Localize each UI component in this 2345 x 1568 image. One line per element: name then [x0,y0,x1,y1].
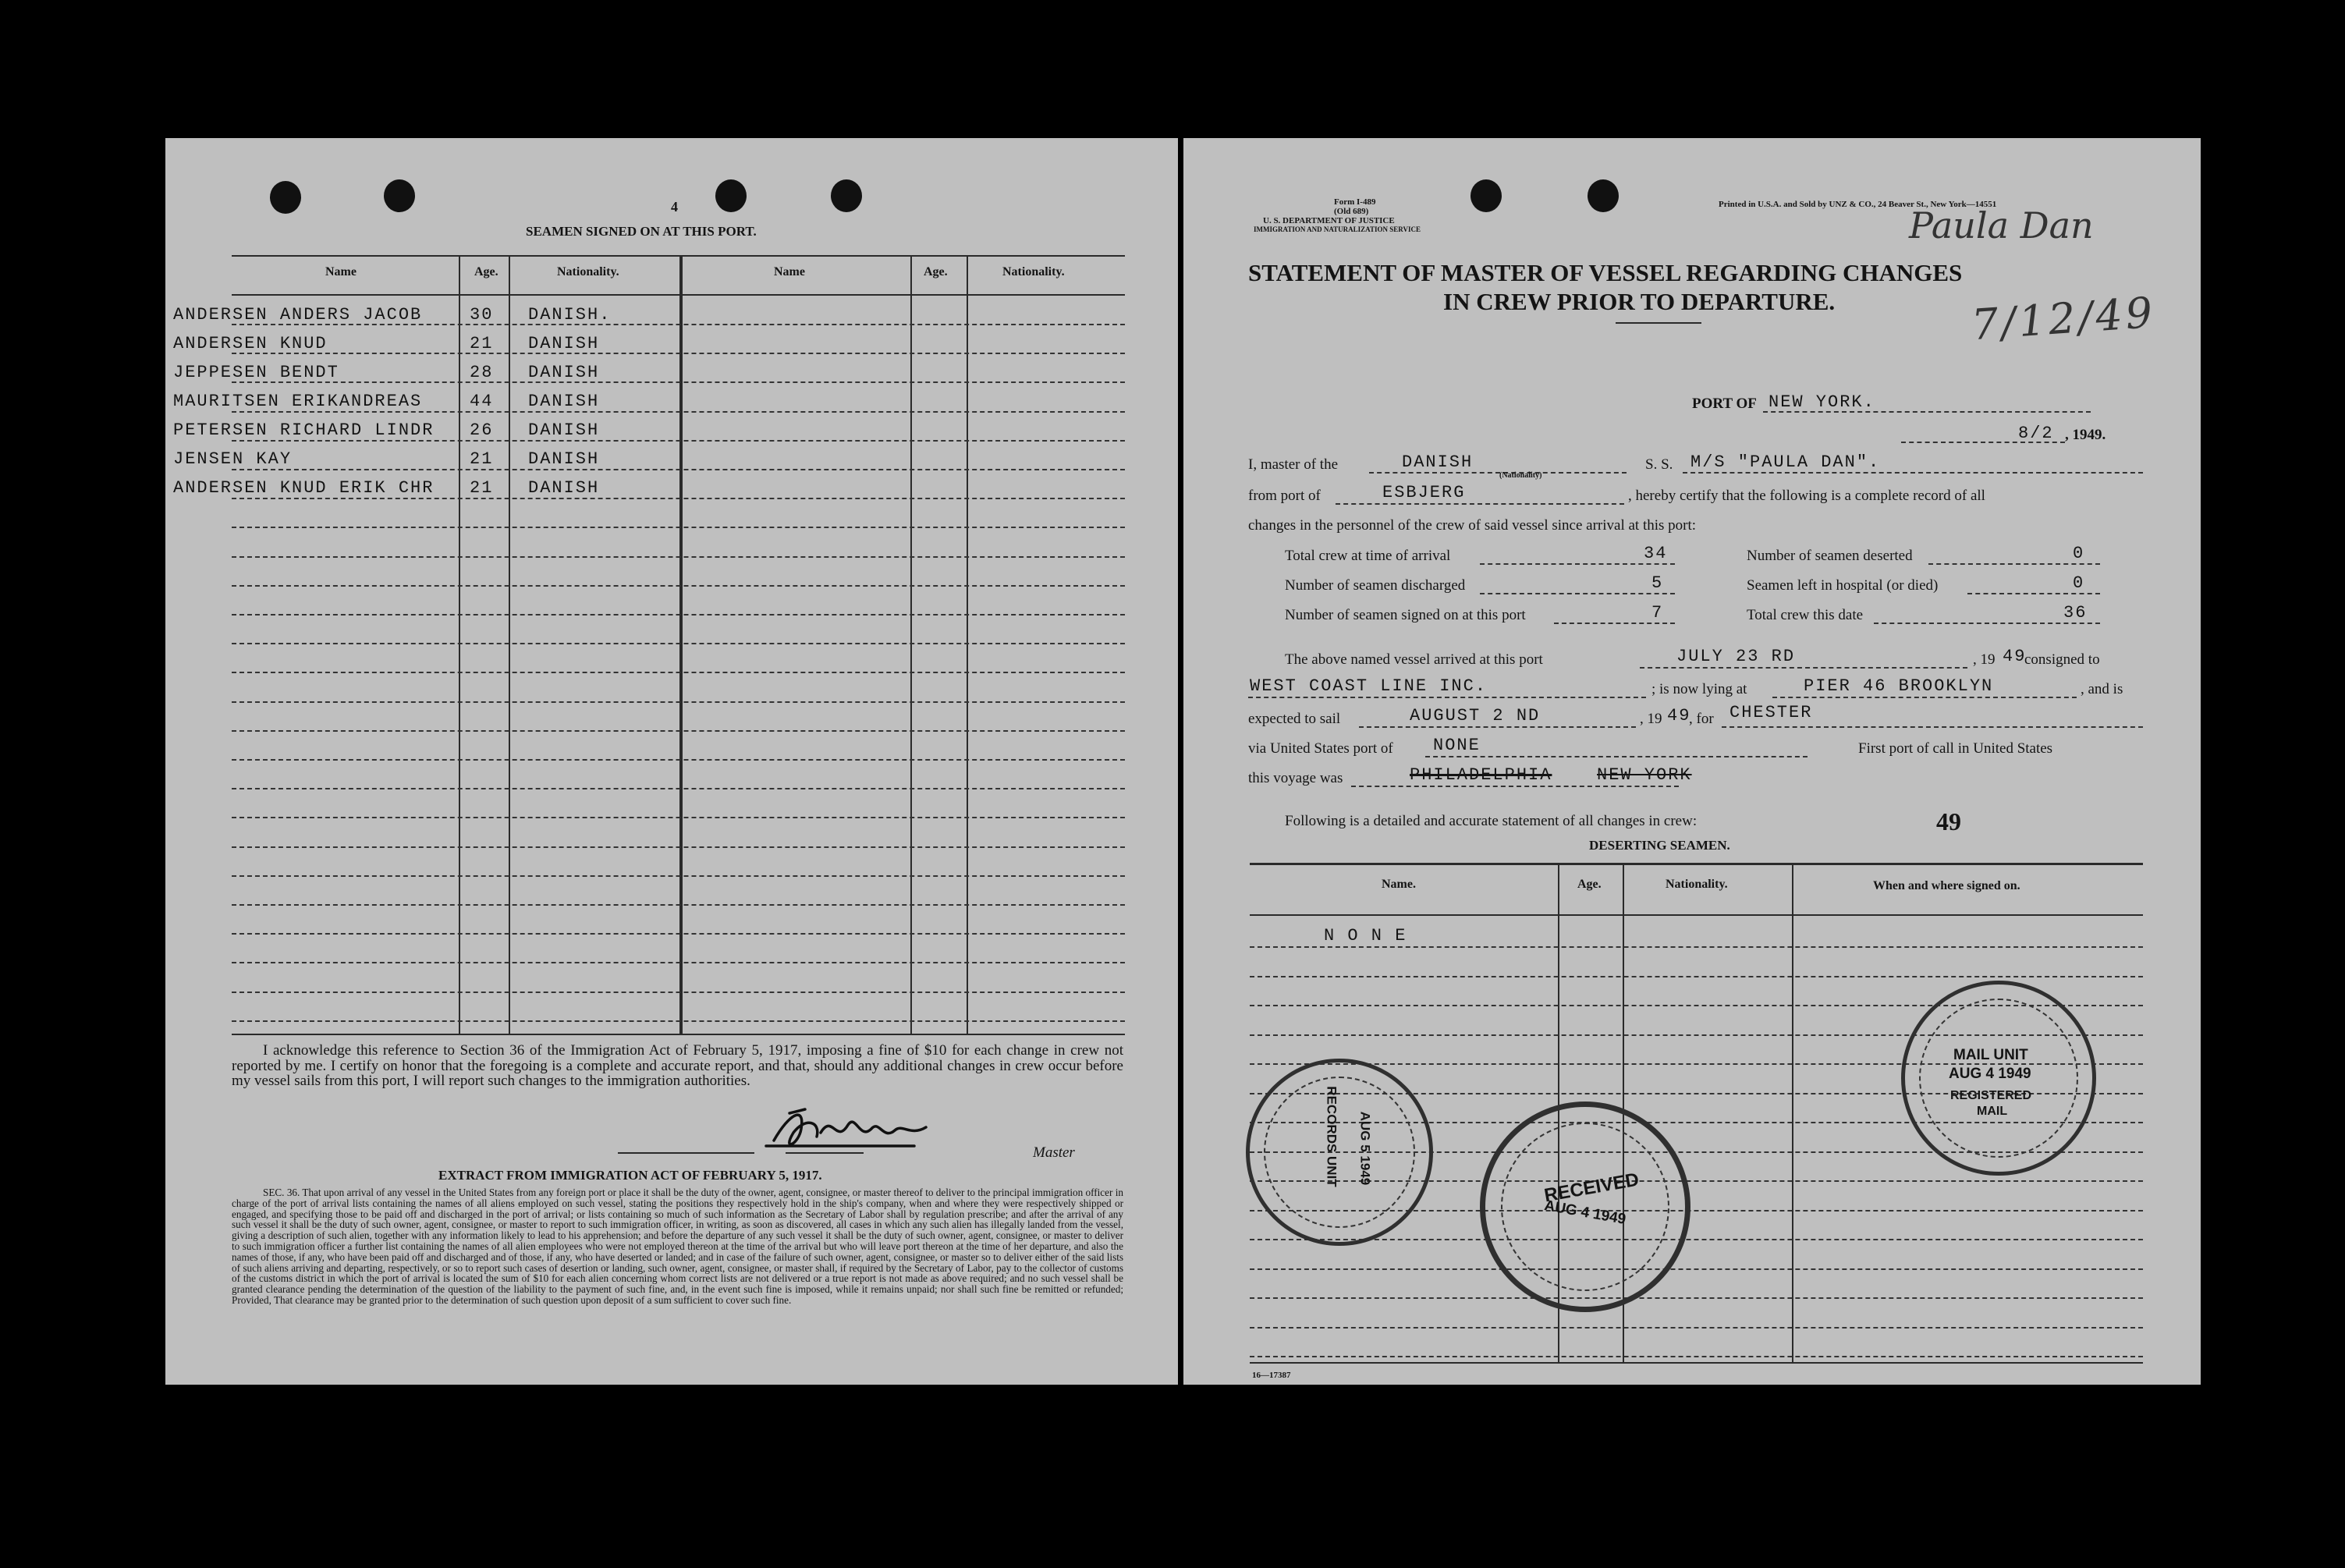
for-label: , for [1689,711,1714,727]
arrived-value: JULY 23 RD [1676,647,1796,666]
crew-name: MAURITSEN ERIKANDREAS [173,392,423,411]
department: U. S. DEPARTMENT OF JUSTICE [1263,216,1395,225]
expected-label: expected to sail [1248,711,1341,727]
stat-line [1554,623,1675,624]
crew-age: 21 [470,334,494,353]
des-table-header-rule [1250,914,2143,916]
des-row-rule [1250,1297,2143,1299]
master-label: Master [1033,1144,1075,1161]
from-port-label: from port of [1248,488,1321,504]
des-row-rule [1250,1268,2143,1270]
stat-value: 0 [2073,544,2085,563]
row-rule [232,643,1125,644]
vessel-line [1683,472,2143,474]
row-rule [232,904,1125,906]
column-header: Name [774,265,805,278]
column-header: Age. [474,265,498,278]
title-line-1: STATEMENT OF MASTER OF VESSEL REGARDING CHANGES [1248,259,1963,286]
crew-nationality: DANISH [528,392,600,411]
row-rule [232,933,1125,935]
changes-text: changes in the personnel of the crew of said vessel since arrival at this port: [1248,517,1697,534]
row-rule [232,585,1125,587]
row-rule [232,759,1125,761]
right-page [1183,138,2201,1385]
column-header: Nationality. [557,265,619,278]
row-rule [232,992,1125,993]
master-signature [758,1098,945,1160]
date-value: 8/2 [2018,424,2054,443]
form-number: Form I-489 [1334,197,1376,207]
for-line [1722,726,2143,728]
crew-nationality: DANISH [528,420,600,440]
punch-hole [1471,179,1502,212]
crew-nationality: DANISH [528,478,600,498]
date-year: , 1949. [2065,427,2106,443]
sail-value: AUGUST 2 ND [1410,706,1541,725]
row-rule [232,353,1125,354]
and-is-label: , and is [2081,681,2123,697]
stat-line [1480,593,1675,594]
arrived-line [1640,667,1967,669]
crew-age: 30 [470,305,494,325]
via-value: NONE [1433,736,1481,755]
des-column-header: Name. [1382,878,1416,891]
crew-age: 44 [470,392,494,411]
row-rule [232,875,1125,877]
des-row-rule [1250,1356,2143,1357]
crew-nationality: DANISH [528,363,600,382]
row-rule [232,962,1125,963]
from-port-line [1336,503,1624,505]
des-row-rule [1250,976,2143,977]
des-row-rule [1250,946,2143,948]
voyage-struck: PHILADELPHIA [1410,765,1552,785]
form-old-number: (Old 689) [1334,207,1369,216]
column-header: Age. [924,265,948,278]
table-bottom-rule [232,1034,1125,1035]
crew-name: PETERSEN RICHARD LINDR [173,420,435,440]
voyage-value: NEW YORK [1597,765,1692,785]
via-line [1425,756,1808,757]
row-rule [232,846,1125,848]
crew-name: JEPPESEN BENDT [173,363,339,382]
stat-label: Total crew at time of arrival [1285,548,1451,564]
row-rule [232,614,1125,615]
stat-line [1967,593,2100,594]
voyage-line [1351,786,1679,787]
extract-text: SEC. 36. That upon arrival of any vessel in the United States from any foreign port or place it shall be the duty of the owner, agent, consignee, or master thereof to deliver to the principal immigration officer in charge of the port of arrival lists containing the names of all aliens employed on such vessel, stating the positions they respectively hold in the ship's company, when and where they were respectively shipped or engaged, and specifying those to be paid off and discharged in the port of arrival; or lists containing so much of such information as the Secretary of Labor shall by regulation prescribe; and after the arrival of any such vessel it shall be the duty of such owner, agent, consignee, or master to report to such immigration officer, in writing, as soon as discovered, all cases in which any such alien has illegally landed from the vessel, giving a description of such alien, together with any information likely to lead to his apprehension; and before the departure of any such vessel it shall be the duty of such owner, agent, consignee, or master to deliver to such immigration officer a further list containing the names of all alien employees who were not employed thereon at the time of the arrival but who will leave port thereon at the time of her departure, and also the names of those, if any, who have been paid off and discharged and of those, if any, who have deserted or landed; and in case of the failure of such owner, agent, consignee, or master so to deliver either of the said lists of such aliens arriving and departing, respectively, or so to report such cases of desertion or landing, such owner, agent, consignee, or master shall, if required by the Secretary of Labor, pay to the collector of customs of the customs district in which the port of arrival is located the sum of $10 for each alien concerning whom correct lists are not delivered or a true report is not made as above required; and no such vessel shall be granted clearance pending the determination of the question of the liability to the payment of such fine, and, in the event such fine is imposed, while it remains unpaid; nor shall such fine be remitted or refunded; Provided, That clearance may be granted prior to the determination of such question upon deposit of a sum sufficient to cover such fine. [232,1187,1123,1306]
consignee-line [1248,697,1646,698]
punch-hole [831,179,862,212]
stat-label: Total crew this date [1747,607,1864,623]
master-of-label: I, master of the [1248,456,1339,473]
voyage-label: this voyage was [1248,770,1343,786]
row-rule [232,556,1125,558]
nationality-caption: (Nationality) [1499,471,1542,480]
title-underline [1616,322,1701,324]
row-rule [232,469,1125,470]
received-stamp: RECEIVED AUG 4 1949 [1480,1102,1690,1312]
des-table-top [1250,863,2143,865]
stat-value: 34 [1644,544,1668,563]
des-column-header: When and where signed on. [1873,879,2020,892]
stat-value: 36 [2063,603,2088,623]
stat-label: Seamen left in hospital (or died) [1747,577,1939,594]
row-rule [232,817,1125,818]
sail-line [1359,726,1636,728]
stat-line [1928,563,2100,565]
des-row-rule [1250,1327,2143,1329]
des-row-rule [1250,1239,2143,1240]
deserting-title: DESERTING SEAMEN. [1589,838,1730,853]
stat-value: 0 [2073,573,2085,593]
signature-line [618,1152,754,1154]
arrived-label: The above named vessel arrived at this port [1285,651,1543,668]
nationality-value: DANISH [1402,452,1474,472]
stat-label: Number of seamen discharged [1285,577,1466,594]
from-port-value: ESBJERG [1382,483,1466,502]
for-value: CHESTER [1729,703,1813,722]
section-title: SEAMEN SIGNED ON AT THIS PORT. [526,224,757,239]
punch-hole [384,179,415,212]
row-rule [232,440,1125,442]
title-line-2: IN CREW PRIOR TO DEPARTURE. [1443,288,1836,315]
printer-note: Printed in U.S.A. and Sold by UNZ & CO., 24 Beaver St., New York—14551 [1719,200,1997,209]
handwritten-date: 7/12/49 [1970,287,2158,350]
column-header: Nationality. [1002,265,1065,278]
sail-year-prefix: , 19 [1640,711,1662,727]
page-number: 4 [671,199,678,215]
row-rule [232,788,1125,789]
des-column-divider [1792,863,1793,1362]
crew-name: ANDERSEN KNUD [173,334,328,353]
nationality-line [1369,472,1627,474]
crew-nationality: DANISH [528,449,600,469]
des-value: N O N E [1324,926,1407,945]
crew-name: JENSEN KAY [173,449,293,469]
punch-hole [1588,179,1619,212]
certify-text: , hereby certify that the following is a complete record of all [1628,488,1985,504]
table-header-rule [232,294,1125,296]
row-rule [232,730,1125,732]
crew-name: ANDERSEN ANDERS JACOB [173,305,423,325]
handwritten-vessel: Paula Dan [1909,204,2094,247]
mail-unit-stamp: MAIL UNIT AUG 4 1949 REGISTERED MAIL [1901,981,2096,1176]
crew-nationality: DANISH [528,334,600,353]
vessel-value: M/S "PAULA DAN". [1690,452,1881,472]
stat-value: 5 [1651,573,1664,593]
des-column-header: Nationality. [1666,878,1728,891]
handwritten-number: 49 [1936,807,1961,835]
crew-age: 26 [470,420,494,440]
stat-label: Number of seamen deserted [1747,548,1913,564]
row-rule [232,701,1125,703]
crew-nationality: DANISH. [528,305,612,325]
signature-line [786,1152,864,1154]
des-table-bottom [1250,1362,2143,1364]
sail-year-value: 49 [1667,706,1691,725]
crew-age: 28 [470,363,494,382]
stat-line [1480,563,1675,565]
stat-label: Number of seamen signed on at this port [1285,607,1526,623]
form-code: 16—17387 [1252,1371,1291,1380]
port-value: NEW YORK. [1769,392,1875,412]
stat-value: 7 [1651,603,1664,623]
arrived-year: , 19 [1973,651,1996,668]
consigned-label: consigned to [2024,651,2100,668]
lying-line [1772,697,2077,698]
punch-hole [270,181,301,214]
lying-value: PIER 46 BROOKLYN [1804,676,1994,696]
crew-name: ANDERSEN KNUD ERIK CHR [173,478,435,498]
consignee-value: WEST COAST LINE INC. [1250,676,1488,696]
service: IMMIGRATION AND NATURALIZATION SERVICE [1254,225,1421,233]
first-port-label: First port of call in United States [1858,740,2053,757]
via-label: via United States port of [1248,740,1393,757]
des-column-header: Age. [1577,878,1602,891]
stat-line [1874,623,2100,624]
records-unit-stamp: RECORDS UNIT AUG 5 1949 [1246,1059,1433,1246]
row-rule [232,1020,1125,1022]
punch-hole [715,179,747,212]
row-rule [232,527,1125,528]
extract-title: EXTRACT FROM IMMIGRATION ACT OF FEBRUARY 5, 1917. [438,1168,822,1183]
column-header: Name [325,265,357,278]
row-rule [232,381,1125,383]
row-rule [232,498,1125,499]
row-rule [232,672,1125,673]
lying-label: ; is now lying at [1651,681,1747,697]
port-label: PORT OF [1692,396,1757,412]
ss-label: S. S. [1645,456,1673,473]
acknowledgment-text: I acknowledge this reference to Section 36 of the Immigration Act of February 5, 1917, imposing a fine of $10 for each change in crew not reported by me. I certify on honor that the foregoing is a complete and accurate report, and that, should any additional changes in crew occur before my vessel sails from this port, I will report such changes to the immigration authorities. [232,1042,1123,1089]
arrived-year-value: 49 [2003,647,2027,666]
crew-age: 21 [470,478,494,498]
table-top-rule [232,255,1125,257]
left-page [165,138,1178,1385]
crew-age: 21 [470,449,494,469]
following-text: Following is a detailed and accurate statement of all changes in crew: [1285,813,1698,829]
